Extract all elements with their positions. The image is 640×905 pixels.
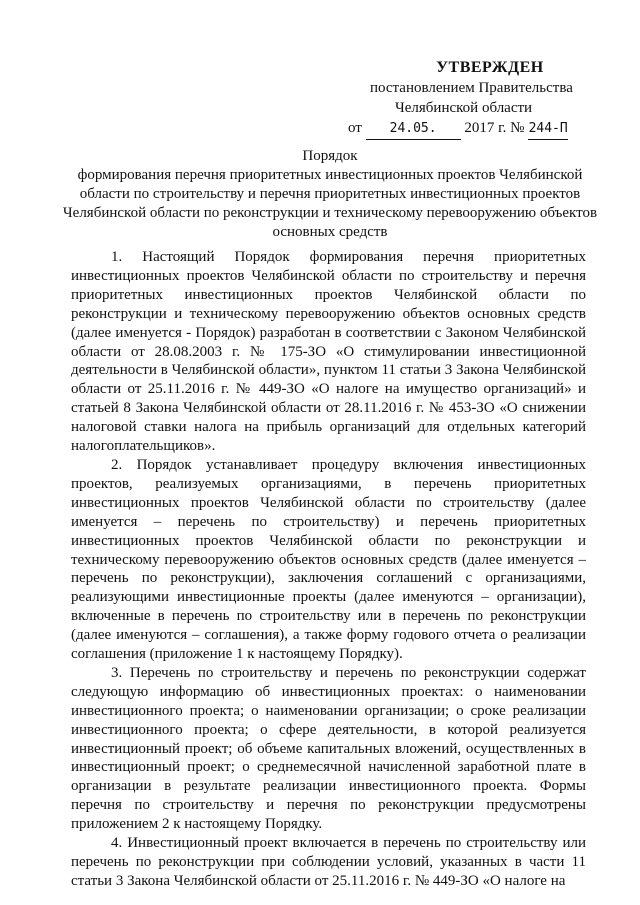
- document-heading: [60, 147, 600, 242]
- approval-line-1: постановлением Правительства: [370, 80, 573, 96]
- approval-date-line: [340, 118, 600, 140]
- approval-number: 244-П: [528, 119, 568, 140]
- approval-date: 24.05.: [366, 119, 461, 140]
- approval-title: УТВЕРЖДЕН: [436, 59, 544, 76]
- heading-subtitle: формирования перечня приоритетных инвестиционных проектов Челябинской области по строительству и перечня приоритетных инвестиционных проектов Челябинской области по реконструкции и техническому перевооружению объектов основных средств: [62, 167, 598, 240]
- paragraph-4: 4. Инвестиционный проект включается в перечень по строительству или перечень по реконструкции при соблюдении условий, указанных в части 11 статьи 3 Закона Челябинской области от 25.11.2016 г. № 449-ЗО «О налоге на: [71, 835, 586, 889]
- document-body: [71, 248, 586, 891]
- heading-title: Порядок: [302, 148, 358, 164]
- paragraph-1: 1. Настоящий Порядок формирования перечня приоритетных инвестиционных проектов Челябинской области по строительству и перечня приоритетных инвестиционных проектов Челябинской области по реконструкции и техническому перевооружению объектов основных средств (далее именуется - Порядок) разработан в соответствии с Законом Челябинской области от 28.08.2003 г. № 175-ЗО «О стимулировании инвестиционной деятельности в Челябинской области», пунктом 11 статьи 3 Закона Челябинской области от 25.11.2016 г. № 449-ЗО «О налоге на имущество организаций» и статьей 8 Закона Челябинской области от 28.11.2016 г. № 453-ЗО «О снижении налоговой ставки налога на прибыль организаций для отдельных категорий налогоплательщиков».: [71, 249, 586, 455]
- approval-stamp: [340, 58, 600, 140]
- paragraph-2: 2. Порядок устанавливает процедуру включения инвестиционных проектов, реализуемых организациями, в перечень приоритетных инвестиционных проектов Челябинской области по строительству (далее именуется – перечень по строительству) и перечень приоритетных инвестиционных проектов Челябинской области по реконструкции и техническому перевооружению объектов основных средств (далее именуется – перечень по реконструкции), заключения соглашений с организациями, реализующими инвестиционные проекты (далее именуются – организации), включенные в перечень по строительству или в перечень по реконструкции (далее именуются – соглашения), а также форму годового отчета о реализации соглашения (приложение 1 к настоящему Порядку).: [71, 456, 586, 663]
- approval-line-2: Челябинской области: [395, 100, 533, 116]
- date-prefix: от: [348, 120, 362, 136]
- year-text: 2017 г. №: [464, 120, 525, 136]
- paragraph-3: 3. Перечень по строительству и перечень по реконструкции содержат следующую информацию об инвестиционных проектах: о наименовании инвестиционного проекта; о наименовании организации; о сроке реализации инвестиционного проекта; о сфере деятельности, в которой реализуется инвестиционный проект; об объеме капитальных вложений, осуществленных в инвестиционный проект; о среднемесячной начисленной заработной плате в организации в результате реализации инвестиционного проекта. Формы перечня по строительству и перечня по реконструкции предусмотрены приложением 2 к настоящему Порядку.: [71, 664, 586, 833]
